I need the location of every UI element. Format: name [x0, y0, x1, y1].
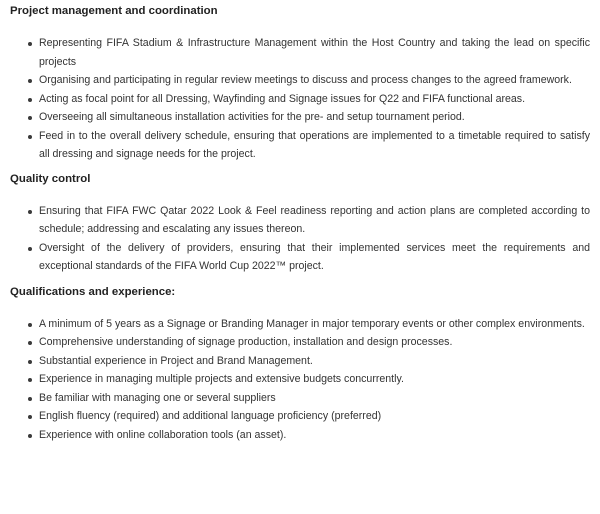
section-project-management: [10, 4, 590, 164]
section-title: Qualifications and experience:: [10, 285, 176, 298]
bullet-icon: [28, 341, 32, 345]
list-item: [28, 239, 590, 276]
bullet-icon: [28, 98, 32, 102]
bullet-icon: [28, 415, 32, 419]
list-item-text: Be familiar with managing one or several suppliers: [39, 391, 276, 404]
bullet-icon: [28, 323, 32, 327]
bullet-icon: [28, 79, 32, 83]
list-item: [28, 34, 590, 71]
bullet-icon: [28, 378, 32, 382]
bullet-icon: [28, 397, 32, 401]
list-item: [28, 407, 590, 426]
list-item: [28, 370, 590, 389]
list-item: [28, 333, 590, 352]
section-quality-control: [10, 172, 590, 276]
list-item: [28, 127, 590, 164]
list-item-text: A minimum of 5 years as a Signage or Branding Manager in major temporary events or other complex environments.: [39, 317, 585, 330]
bullet-icon: [28, 210, 32, 214]
section-title: Project management and coordination: [10, 5, 218, 17]
list-item-text: Ensuring that FIFA FWC Qatar 2022 Look & Feel readiness reporting and action plans are completed according to schedule; addressing and escalating any issues thereon.: [39, 204, 590, 235]
bullet-list: [10, 202, 590, 276]
section-title: Quality control: [10, 172, 91, 185]
list-item-text: English fluency (required) and additional language proficiency (preferred): [39, 410, 382, 422]
bullet-icon: [28, 360, 32, 364]
list-item: [28, 426, 590, 445]
bullet-list: [10, 315, 590, 445]
bullet-icon: [28, 116, 32, 120]
list-item-text: Organising and participating in regular review meetings to discuss and process changes to the agreed framework.: [39, 74, 572, 86]
list-item-text: Representing FIFA Stadium & Infrastructure Management within the Host Country and taking the lead on specific projects: [39, 37, 590, 68]
list-item: [28, 90, 590, 109]
list-item-text: Oversight of the delivery of providers, ensuring that their implemented services meet the requirements and exceptional standards of the FIFA World Cup 2022™ project.: [39, 241, 590, 272]
section-qualifications: [10, 285, 590, 445]
list-item-text: Comprehensive understanding of signage production, installation and design processes.: [39, 336, 453, 348]
list-item-text: Acting as focal point for all Dressing, Wayfinding and Signage issues for Q22 and FIFA functional areas.: [39, 92, 526, 105]
bullet-icon: [28, 42, 32, 46]
list-item: [28, 352, 590, 371]
bullet-icon: [28, 434, 32, 438]
bullet-icon: [28, 247, 32, 251]
list-item-text: Experience in managing multiple projects and extensive budgets concurrently.: [39, 373, 404, 385]
list-item: [28, 108, 590, 127]
list-item-text: Experience with online collaboration tools (an asset).: [39, 428, 287, 441]
bullet-icon: [28, 135, 32, 139]
list-item-text: Overseeing all simultaneous installation activities for the pre- and setup tournament period.: [39, 111, 465, 123]
list-item-text: Substantial experience in Project and Brand Management.: [39, 354, 313, 367]
list-item: [28, 389, 590, 408]
bullet-list: [10, 34, 590, 164]
list-item: [28, 71, 590, 90]
list-item-text: Feed in to the overall delivery schedule, ensuring that operations are implemented to a timetable required to satisfy all dressing and signage needs for the project.: [39, 129, 590, 160]
list-item: [28, 202, 590, 239]
list-item: [28, 315, 590, 334]
